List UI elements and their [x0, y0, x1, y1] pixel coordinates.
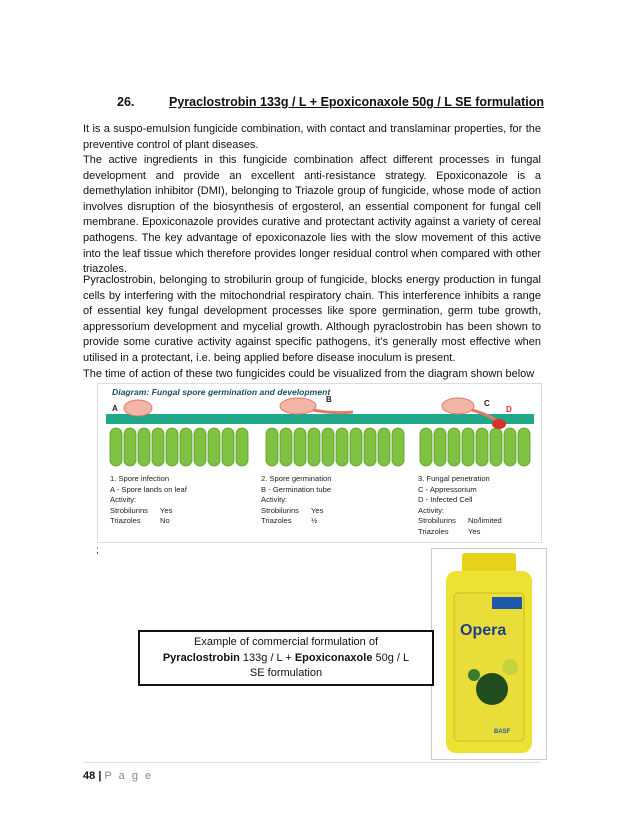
page-footer — [83, 770, 153, 782]
strob-value: No/limited — [468, 516, 502, 525]
section-number: 26. — [117, 95, 135, 109]
panel-sub: B - Germination tube — [261, 484, 332, 494]
strob-label: Strobilurins — [418, 516, 456, 525]
panel-sub-2: D - Infected Cell — [418, 495, 473, 504]
marker-b: B — [326, 395, 332, 404]
tri-value: No — [160, 516, 170, 525]
panel-heading: 1. Spore infection — [110, 474, 170, 483]
label-circle-dark — [476, 673, 508, 705]
panel-activity: Activity: — [261, 495, 288, 504]
tri-value: ½ — [311, 516, 318, 525]
fungal-development-diagram — [97, 383, 542, 543]
callout-line-1: Example of commercial formulation of — [193, 636, 378, 648]
callout-line-3: SE formulation — [249, 667, 323, 679]
section-heading — [117, 95, 557, 109]
label-circle-small — [468, 669, 480, 681]
panel-sub: A - Spore lands on leaf — [110, 484, 187, 494]
diagram-title: Diagram: Fungal spore germination and development — [112, 387, 331, 397]
panel-activity: Activity: — [418, 505, 445, 515]
infected-cell — [492, 419, 506, 429]
marker-d: D — [506, 405, 512, 414]
brand-name: Opera — [460, 622, 507, 639]
callout-line-2 — [140, 651, 432, 667]
tri-label: Triazoles — [418, 526, 449, 536]
marker-c: C — [484, 399, 490, 408]
panel-heading: 3. Fungal penetration — [418, 474, 490, 483]
callout-tail: 50g / L — [372, 651, 410, 664]
paragraph-intro: It is a suspo-emulsion fungicide combination, with contact and translaminar properties, for the preventive control of plant diseases. — [83, 123, 541, 151]
maker-logo: BASF — [494, 729, 511, 735]
strob-label: Strobilurins — [110, 505, 148, 515]
leaf-cells-panel-1 — [110, 428, 248, 466]
panel-heading: 2. Spore germination — [261, 474, 332, 483]
bottle-cap — [462, 553, 516, 573]
callout-mid: 133g / L + — [239, 651, 295, 664]
leaf-surface — [106, 414, 534, 424]
germination-tube — [313, 410, 353, 413]
callout-active-1: Pyraclostrobin — [162, 651, 240, 664]
diagram-panel-2 — [261, 474, 332, 527]
spore-a — [124, 400, 152, 416]
panel-activity: Activity: — [110, 495, 137, 504]
product-photo — [431, 548, 547, 760]
paragraph-diagram-intro: The time of action of these two fungicides could be visualized from the diagram shown below — [83, 368, 535, 380]
tri-label: Triazoles — [261, 516, 292, 525]
diagram-panel-3 — [418, 474, 502, 537]
leaf-cells-panel-2 — [266, 428, 404, 466]
leaf-cells-panel-3 — [420, 428, 530, 466]
label-circle-light — [502, 659, 518, 675]
page-word: P a g e — [104, 770, 154, 782]
tri-value: Yes — [468, 526, 481, 536]
spore-b — [280, 398, 316, 414]
formulation-callout — [138, 630, 434, 686]
page-number: 48 — [83, 770, 96, 782]
tri-label: Triazoles — [110, 516, 141, 525]
strob-value: Yes — [311, 505, 324, 515]
spore-c — [442, 398, 474, 414]
footer-separator: | — [98, 770, 102, 782]
callout-active-2: Epoxiconaxole — [294, 651, 373, 664]
label-corner — [492, 597, 522, 609]
product-bottle-illustration — [432, 549, 546, 759]
paragraph-pyraclostrobin: Pyraclostrobin, belonging to strobilurin group of fungicide, blocks energy production in fungal cells by interfering with the mitochondrial respiratory chain. This interference inhibits a range of essential key fungal development processes like spore germination, germ tube growth, appressorium development and mycelial growth. Although pyraclostrobin has been shown to provide some curative activity against specific pathogens, it’s generally most effective when utilised in a protectant, i.e. being applied before disease inoculum is present. — [83, 274, 541, 364]
panel-sub: C - Appressorium — [418, 484, 477, 494]
marker-a: A — [112, 404, 118, 413]
paragraph-epoxiconazole: The active ingredients in this fungicide combination affect different processes in fungal development and provide an excellent anti-resistance strategy. Epoxiconazole is a demethylation inhibitor (DMI), belonging to Triazole group of fungicide, whose mode of action involves disruption of the biosynthesis of ergosterol, an essential component for fungal cell membrane. Epoxiconazole provides curative and protectant activity against a variety of cereal pathogens. The key advantage of epoxiconazole lies with the slow movement of this active into the leaf tissue which therefore provides longer residual control when compared with other triazoles. — [83, 154, 541, 276]
strob-value: Yes — [160, 505, 173, 515]
footer-divider — [83, 762, 541, 763]
strob-label: Strobilurins — [261, 505, 299, 515]
section-title: Pyraclostrobin 133g / L + Epoxiconaxole 50g / L SE formulation — [169, 95, 544, 109]
stray-semicolon: ; — [96, 545, 99, 556]
diagram-panel-1 — [110, 474, 187, 527]
